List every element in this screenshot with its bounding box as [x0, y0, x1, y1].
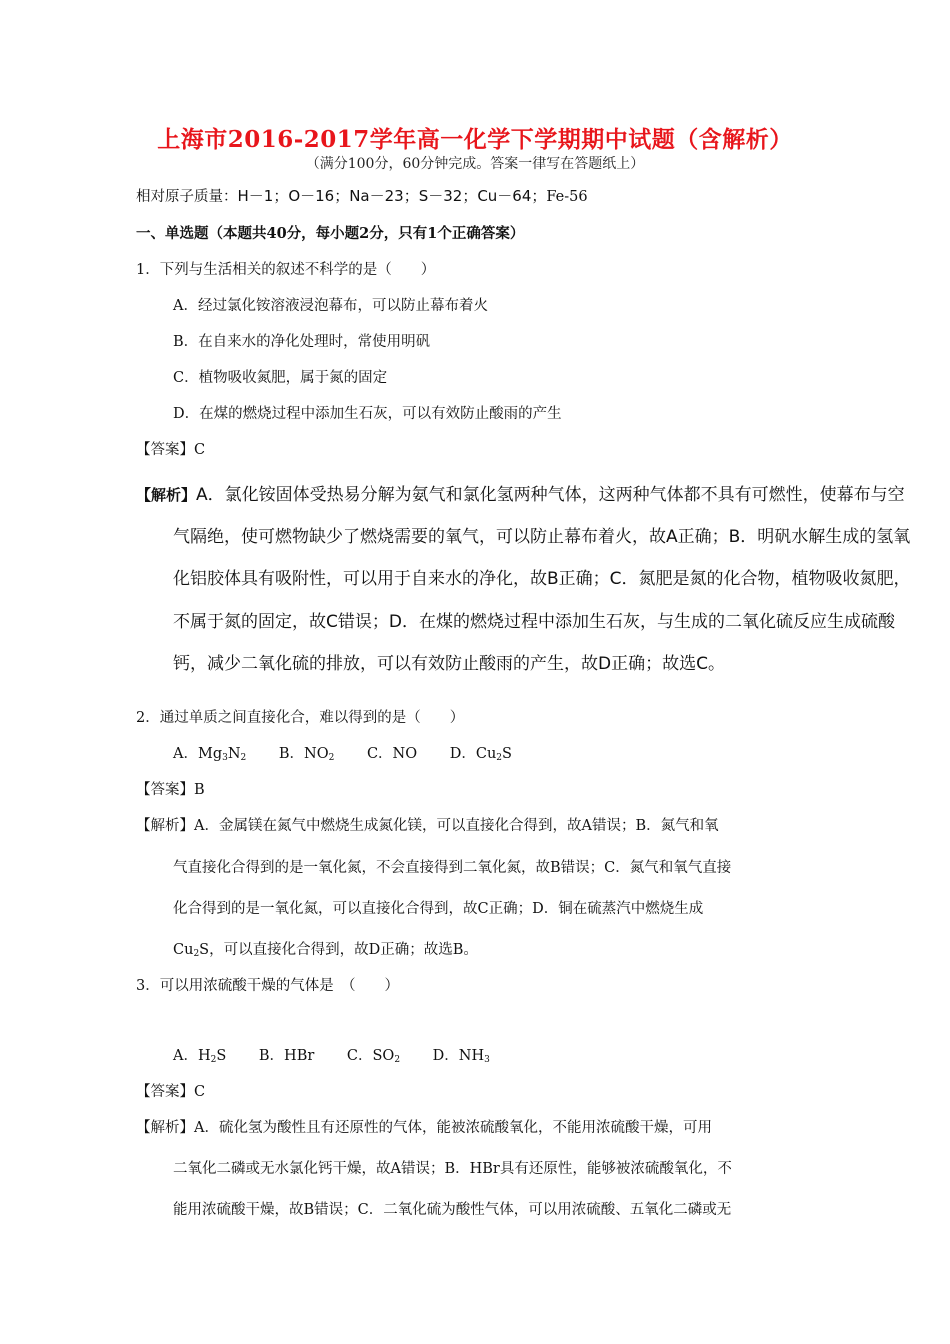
- q1-option-a: A．经过氯化铵溶液浸泡幕布，可以防止幕布着火: [173, 298, 488, 314]
- q1-stem: 1．下列与生活相关的叙述不科学的是（ ）: [136, 262, 436, 278]
- q1-analysis-line-2: 气隔绝，使可燃物缺少了燃烧需要的氧气，可以防止幕布着火，故A正确；B．明矾水解生成的氢氧: [173, 527, 911, 547]
- q3-answer: 【答案】C: [136, 1084, 206, 1100]
- q2-analysis-line-4: $Cu_2S$，可以直接化合得到，故D正确；故选B。: [173, 942, 478, 959]
- q3-option-c: C．$SO_2$: [346, 1048, 401, 1065]
- q3-stem: 3．可以用浓硫酸干燥的气体是 （ ）: [136, 978, 399, 994]
- q1-option-c: C．植物吸收氮肥，属于氮的固定: [173, 370, 388, 386]
- q3-option-b: B．HBr: [258, 1048, 315, 1064]
- q2-analysis-line-1: 【解析】A．金属镁在氮气中燃烧生成氮化镁，可以直接化合得到，故A错误；B．氮气和氧: [136, 818, 719, 834]
- q2-option-c: C．NO: [366, 746, 418, 762]
- atomic-mass-values: H－1；O－16；Na－23；S－32；Cu－64；: [237, 187, 547, 205]
- atomic-mass-tail: Fe-56: [546, 189, 588, 205]
- q2-option-d: D．$Cu_2S$: [449, 746, 512, 763]
- q1-analysis-line-1: [136, 480, 905, 505]
- q2-option-b: B．$NO_2$: [278, 746, 335, 763]
- q2-analysis-line-3: 化合得到的是一氧化氮，可以直接化合得到，故C正确；D．铜在硫蒸汽中燃烧生成: [173, 901, 704, 917]
- q2-analysis-line-2: 气直接化合得到的是一氧化氮，不会直接得到二氧化氮，故B错误；C．氮气和氧气直接: [173, 860, 732, 876]
- q3-analysis-line-3: 能用浓硫酸干燥，故B错误；C．二氧化硫为酸性气体，可以用浓硫酸、五氧化二磷或无: [173, 1202, 732, 1218]
- q1-analysis-text: A．氯化铵固体受热易分解为氨气和氯化氢两种气体，这两种气体都不具有可燃性，使幕布与空: [196, 485, 905, 505]
- q1-analysis-line-4: 不属于氮的固定，故C错误；D．在煤的燃烧过程中添加生石灰，与生成的二氧化硫反应生成硫酸: [173, 612, 895, 632]
- q2-options: [173, 742, 512, 763]
- q2-stem: 2．通过单质之间直接化合，难以得到的是（ ）: [136, 710, 465, 726]
- q1-option-b: B．在自来水的净化处理时，常使用明矾: [173, 334, 431, 350]
- q2-answer: 【答案】B: [136, 782, 205, 798]
- section-heading: 一、单选题（本题共40分，每小题2分，只有1个正确答案）: [136, 225, 525, 242]
- q3-analysis-line-1: 【解析】A．硫化氢为酸性且有还原性的气体，能被浓硫酸氧化，不能用浓硫酸干燥，可用: [136, 1120, 712, 1136]
- q1-analysis-tag: 【解析】: [136, 486, 197, 504]
- q2-option-a: A．$Mg_3N_2$: [173, 746, 247, 763]
- q1-analysis-line-3: 化铝胶体具有吸附性，可以用于自来水的净化，故B正确；C．氮肥是氮的化合物，植物吸收氮肥，: [173, 569, 911, 589]
- q1-analysis-line-5: 钙，减少二氧化硫的排放，可以有效防止酸雨的产生，故D正确；故选C。: [173, 654, 725, 674]
- q3-options: [173, 1044, 490, 1065]
- q3-option-a: A．$H_2S$: [173, 1048, 227, 1065]
- atomic-mass-line: [136, 185, 588, 206]
- page-subtitle: （满分100分，60分钟完成。答案一律写在答题纸上）: [305, 156, 645, 172]
- page-title: 上海市2016-2017学年高一化学下学期期中试题（含解析）: [157, 126, 793, 153]
- q1-option-d: D．在煤的燃烧过程中添加生石灰，可以有效防止酸雨的产生: [173, 406, 562, 422]
- q3-option-d: D．$NH_3$: [432, 1048, 490, 1065]
- atomic-mass-label: 相对原子质量：: [136, 189, 238, 205]
- q3-analysis-line-2: 二氧化二磷或无水氯化钙干燥，故A错误；B．HBr具有还原性，能够被浓硫酸氧化，不: [173, 1161, 732, 1177]
- q1-answer: 【答案】C: [136, 442, 206, 458]
